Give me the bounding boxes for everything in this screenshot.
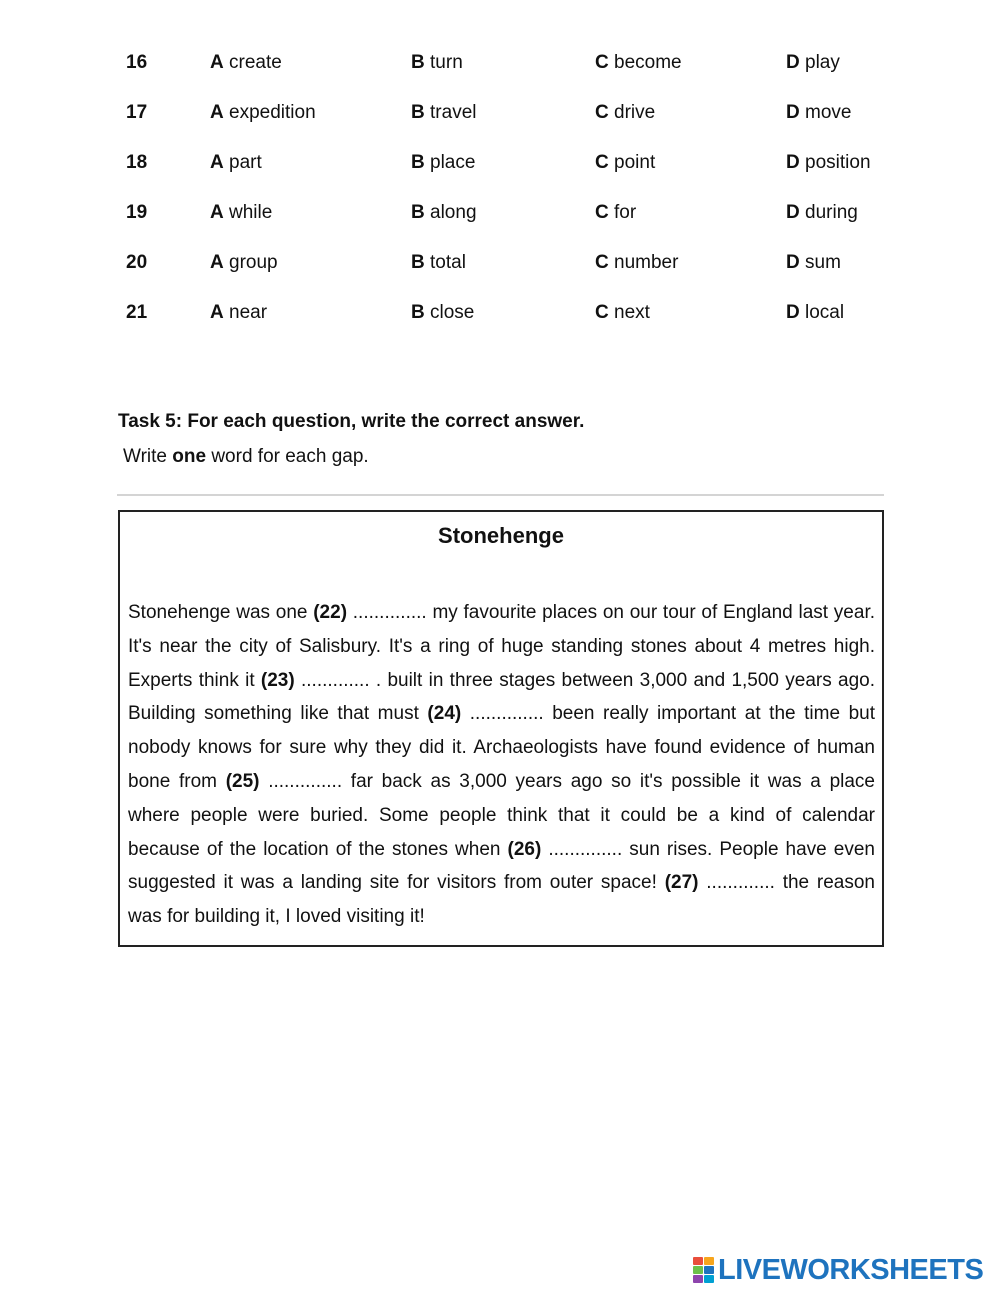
option-word: play [805,52,840,73]
option-letter: D [786,102,800,123]
option-letter: D [786,152,800,173]
option-d[interactable] [786,98,851,128]
gap-number[interactable]: (25) [225,770,260,792]
gap-number[interactable]: (26) [507,838,542,860]
option-a[interactable] [210,198,272,228]
question-row [0,48,1000,78]
logo-block [693,1266,703,1274]
option-a[interactable] [210,148,262,178]
gap-number[interactable]: (23) [260,669,295,691]
question-row [0,98,1000,128]
option-letter: B [411,52,425,73]
question-row [0,198,1000,228]
option-letter: A [210,202,224,223]
option-b[interactable] [411,248,466,278]
option-word: close [430,302,475,323]
passage-segment: .............. far back as 3,000 years ago so it's possible it was a place where people were buried. Some people think that it could be a kind of calendar because of the location of the stones when [128,770,876,860]
logo-block [704,1257,714,1265]
option-word: while [229,202,273,223]
passage-segment: ............. . built in three stages between 3,000 and 1,500 years ago. Building something like that must [128,669,875,725]
passage-segment: Stonehenge was one [128,602,314,623]
instruction-text: Write [123,446,173,467]
option-word: expedition [229,102,316,123]
passage-segment: .............. been really important at the time but nobody knows for sure why they did it. Archaeologists have found evidence of human bone from [128,703,875,792]
option-letter: B [411,202,425,223]
question-number: 20 [126,252,148,273]
logo-text: LIVEWORKSHEETS [718,1253,984,1286]
option-letter: B [411,302,425,323]
option-b[interactable] [411,98,476,128]
option-c[interactable] [595,248,678,278]
option-word: point [614,152,656,173]
option-d[interactable] [786,248,841,278]
logo-block [704,1266,714,1274]
option-word: create [229,52,282,73]
passage-title: Stonehenge [438,523,564,548]
option-b[interactable] [411,298,474,328]
passage-segment: ............. the reason was for building it, I loved visiting it! [128,872,875,928]
option-d[interactable] [786,48,840,78]
question-number: 18 [126,152,148,173]
option-word: near [229,302,268,323]
option-d[interactable] [786,298,844,328]
option-letter: A [210,52,224,73]
option-b[interactable] [411,48,463,78]
option-c[interactable] [595,198,636,228]
option-word: travel [430,102,477,123]
task-title: Task 5: For each question, write the correct answer. [118,411,585,432]
question-row [0,248,1000,278]
gap-number[interactable]: (24) [427,703,462,725]
option-d[interactable] [786,148,871,178]
question-number: 19 [126,202,148,223]
option-letter: C [595,302,609,323]
option-letter: A [210,302,224,323]
option-word: next [614,302,650,323]
section-divider [117,494,884,496]
logo-block [693,1275,703,1283]
instruction-text: word for each gap. [206,446,369,467]
logo-block [693,1257,703,1265]
option-letter: A [210,252,224,273]
option-letter: C [595,102,609,123]
option-word: position [805,152,871,173]
gap-number[interactable]: (27) [664,872,699,894]
option-letter: D [786,252,800,273]
option-b[interactable] [411,148,475,178]
option-word: local [805,302,845,323]
option-letter: A [210,102,224,123]
option-letter: D [786,52,800,73]
option-letter: C [595,252,609,273]
option-a[interactable] [210,298,267,328]
option-word: during [805,202,858,223]
option-a[interactable] [210,98,316,128]
instruction-emphasis: one [172,446,207,467]
option-c[interactable] [595,48,682,78]
option-word: become [614,52,682,73]
option-word: group [229,252,278,273]
liveworksheets-logo[interactable] [693,1253,983,1287]
passage-text [128,596,875,934]
option-word: total [430,252,466,273]
option-word: part [229,152,262,173]
question-row [0,298,1000,328]
option-word: move [805,102,852,123]
question-number: 21 [126,302,148,323]
question-number: 16 [126,52,148,73]
passage-segment: .............. my favourite places on our tour of England last year. It's near the city of Salisbury. It's a ring of huge standing stones about 4 metres high. Experts think it [128,602,875,691]
option-letter: B [411,152,425,173]
option-c[interactable] [595,148,655,178]
option-word: sum [805,252,841,273]
option-word: turn [430,52,463,73]
option-letter: B [411,102,425,123]
option-word: for [614,202,637,223]
option-letter: C [595,152,609,173]
logo-block [704,1275,714,1283]
passage-segment: .............. sun rises. People have even suggested it was a landing site for visitors from outer space! [128,838,875,894]
gap-number[interactable]: (22) [313,602,348,623]
option-letter: D [786,302,800,323]
question-number: 17 [126,102,148,123]
option-letter: C [595,202,609,223]
option-c[interactable] [595,98,655,128]
task-instruction [123,446,369,468]
passage-box [118,510,884,947]
option-word: place [430,152,476,173]
option-letter: A [210,152,224,173]
logo-mark-icon [693,1257,714,1283]
option-letter: D [786,202,800,223]
option-a[interactable] [210,248,278,278]
option-letter: B [411,252,425,273]
option-a[interactable] [210,48,282,78]
option-word: along [430,202,477,223]
option-d[interactable] [786,198,858,228]
option-word: number [614,252,679,273]
option-b[interactable] [411,198,477,228]
option-letter: C [595,52,609,73]
option-word: drive [614,102,656,123]
question-row [0,148,1000,178]
option-c[interactable] [595,298,650,328]
